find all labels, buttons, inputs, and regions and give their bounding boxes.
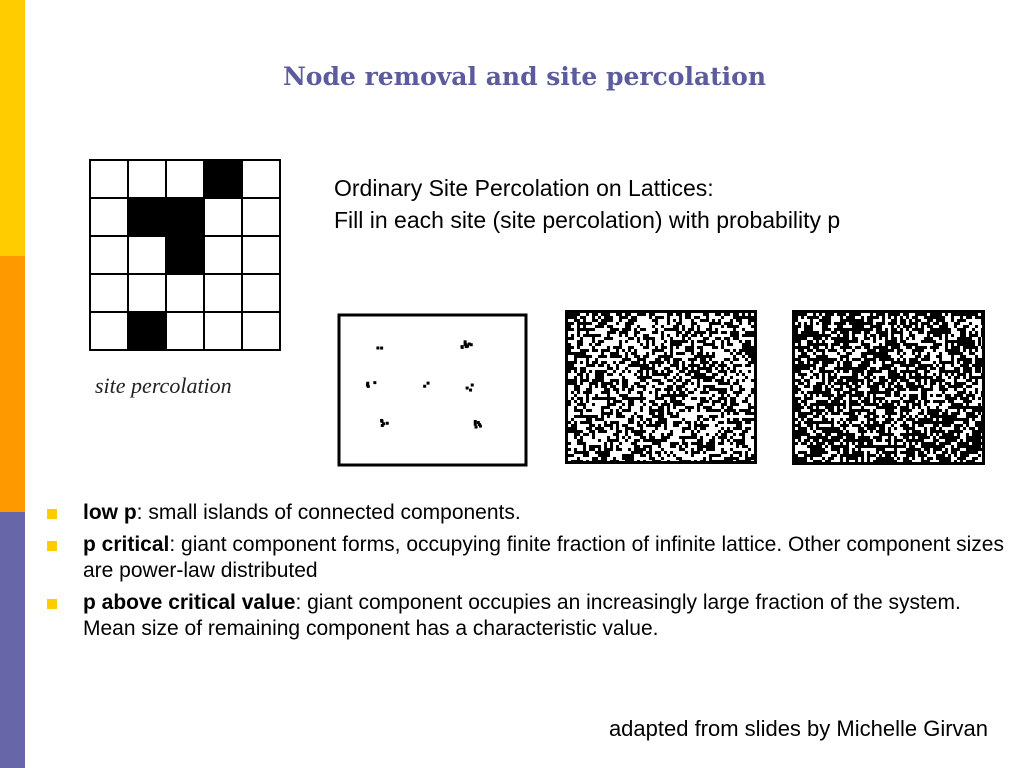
- sidebar-segment-middle: [0, 256, 25, 512]
- percolation-image-low-p: [337, 313, 528, 467]
- square-bullet-icon: [47, 509, 57, 519]
- intro-line-1: Ordinary Site Percolation on Lattices:: [334, 175, 714, 201]
- lattice-site-empty: [90, 198, 128, 236]
- bullet-text: : small islands of connected components.: [136, 501, 521, 524]
- intro-text: [334, 172, 840, 236]
- credit-text: adapted from slides by Michelle Girvan: [608, 716, 988, 741]
- bullet-term: p above critical value: [83, 591, 296, 614]
- lattice-site-empty: [90, 160, 128, 198]
- lattice-site-filled: [166, 236, 204, 274]
- percolation-image-high-p: [792, 310, 985, 465]
- slide-title: Node removal and site percolation: [282, 62, 767, 91]
- bullet-item: [45, 532, 1005, 584]
- lattice-site-filled: [166, 198, 204, 236]
- high-p-lattice-image: [792, 310, 985, 465]
- lattice-site-empty: [90, 312, 128, 350]
- bullet-list: [45, 500, 1005, 648]
- lattice-site-empty: [90, 236, 128, 274]
- lattice-site-empty: [166, 274, 204, 312]
- lattice-site-filled: [128, 198, 166, 236]
- sidebar-segment-top: [0, 0, 25, 256]
- bullet-term: low p: [83, 501, 137, 524]
- bullet-item: [45, 500, 1005, 526]
- bullet-text: : giant component occupies an increasingly large fraction of the system. Mean size of remaining component has a characteristic value.: [83, 591, 961, 640]
- bullet-text: : giant component forms, occupying finite fraction of infinite lattice. Other component sizes are power-law distributed: [83, 533, 1004, 582]
- lattice-grid-figure: [88, 158, 282, 352]
- lattice-caption: site percolation: [95, 373, 232, 398]
- square-bullet-icon: [47, 599, 57, 609]
- lattice-site-empty: [204, 312, 242, 350]
- critical-p-lattice-image: [565, 310, 757, 464]
- image-frame: [339, 315, 526, 465]
- lattice-site-empty: [242, 312, 280, 350]
- lattice-site-filled: [204, 160, 242, 198]
- sidebar-stripe: [0, 0, 25, 768]
- lattice-site-empty: [242, 160, 280, 198]
- lattice-site-empty: [242, 274, 280, 312]
- lattice-site-empty: [242, 198, 280, 236]
- lattice-site-empty: [242, 236, 280, 274]
- bullet-item: [45, 590, 1005, 642]
- square-bullet-icon: [47, 541, 57, 551]
- lattice-site-filled: [128, 312, 166, 350]
- lattice-site-empty: [90, 274, 128, 312]
- lattice-site-empty: [204, 198, 242, 236]
- lattice-grid: [88, 158, 282, 352]
- lattice-site-empty: [166, 160, 204, 198]
- low-p-lattice-image: [337, 313, 528, 467]
- intro-line-2: Fill in each site (site percolation) with probability p: [334, 207, 841, 233]
- sidebar-segment-bottom: [0, 512, 25, 768]
- lattice-site-empty: [166, 312, 204, 350]
- lattice-site-empty: [204, 274, 242, 312]
- bullet-term: p critical: [83, 533, 170, 556]
- lattice-site-empty: [128, 236, 166, 274]
- lattice-site-empty: [204, 236, 242, 274]
- lattice-site-empty: [128, 160, 166, 198]
- lattice-site-empty: [128, 274, 166, 312]
- percolation-image-critical-p: [565, 310, 757, 464]
